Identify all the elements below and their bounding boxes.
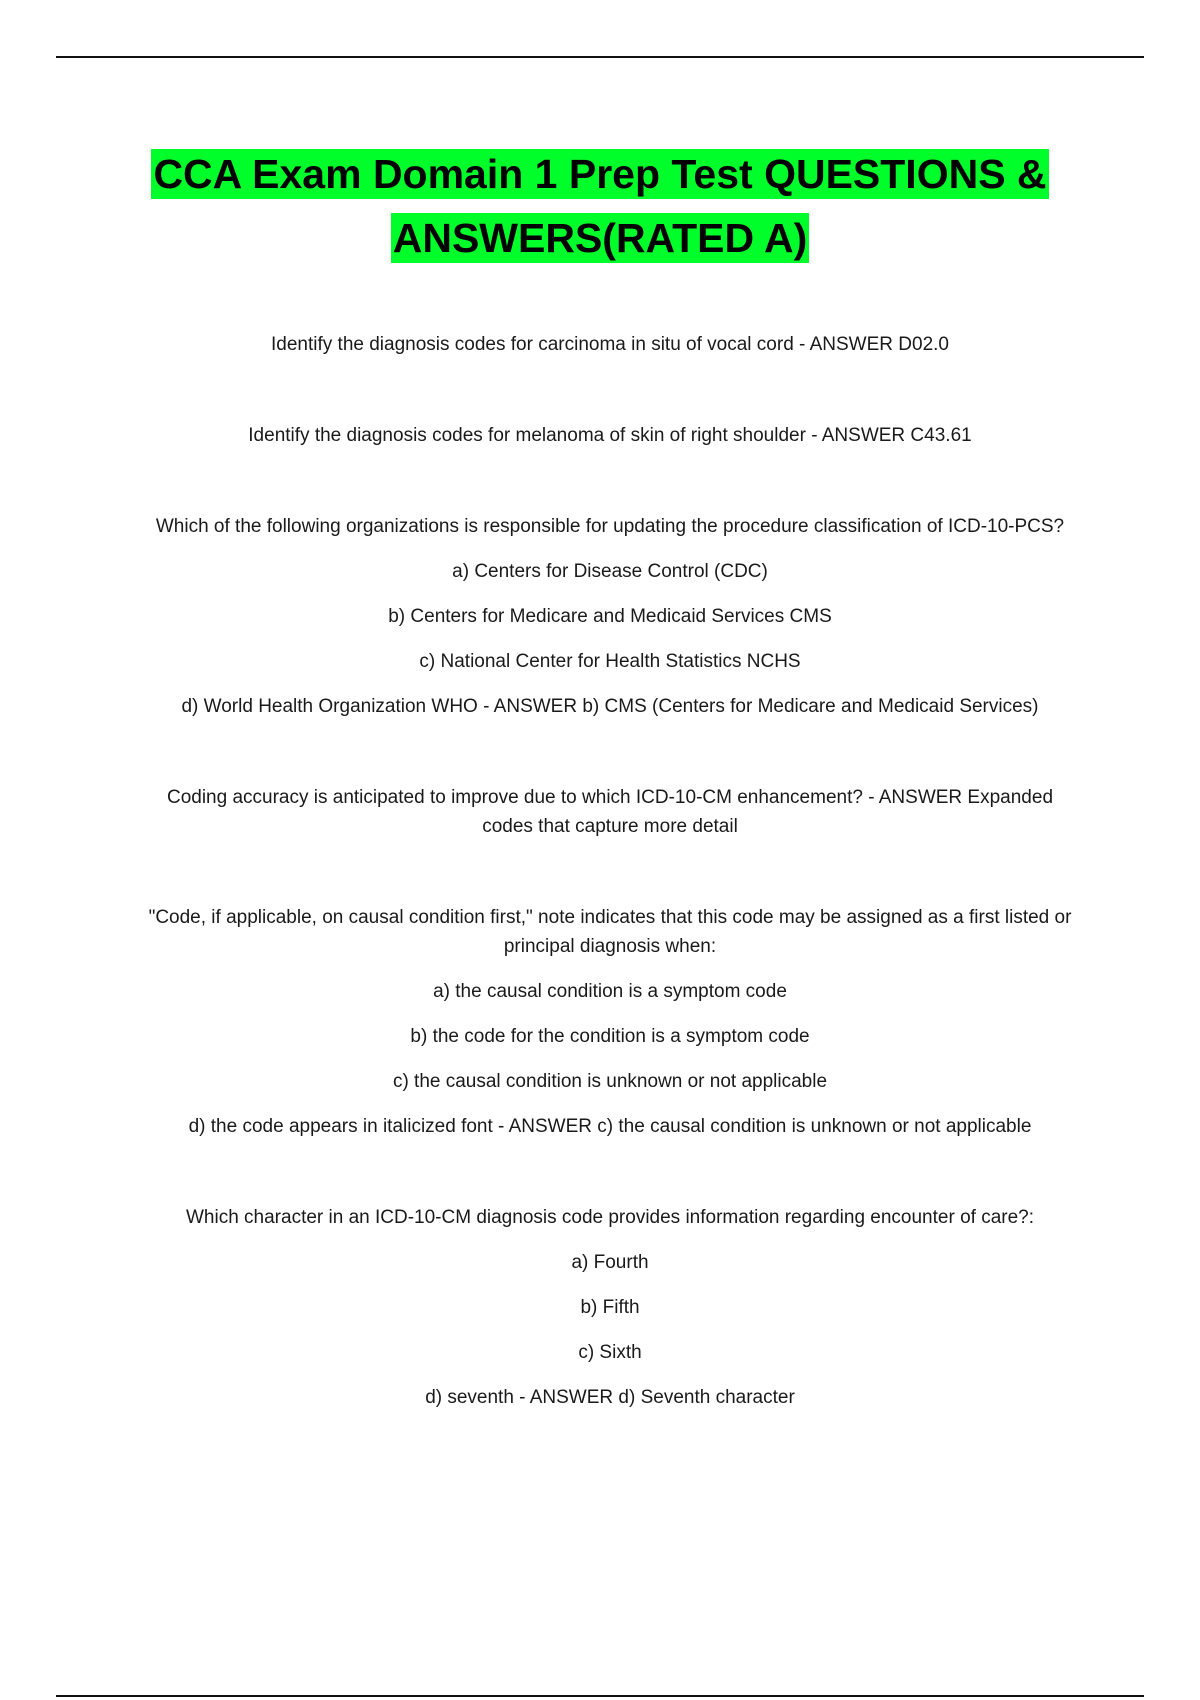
answer-option: a) Fourth — [571, 1252, 649, 1273]
question-text: Coding accuracy is anticipated to improve due to which ICD-10-CM enhancement? - ANSWER Expanded codes that capture more detail — [166, 787, 1054, 837]
answer-option: d) the code appears in italicized font - ANSWER c) the causal condition is unknown or not applicable — [188, 1116, 1032, 1137]
answer-option: d) seventh - ANSWER d) Seventh character — [425, 1387, 795, 1408]
answer-option: b) the code for the condition is a symptom code — [410, 1026, 810, 1047]
answer-option: d) World Health Organization WHO - ANSWER b) CMS (Centers for Medicare and Medicaid Services) — [181, 696, 1039, 717]
qa-item — [140, 330, 1080, 359]
bottom-divider — [56, 1695, 1144, 1697]
qa-item — [140, 1203, 1080, 1412]
question-text: "Code, if applicable, on causal condition first," note indicates that this code may be assigned as a first listed or principal diagnosis when: — [148, 907, 1072, 957]
qa-content — [140, 330, 1080, 1474]
page-title: CCA Exam Domain 1 Prep Test QUESTIONS & ANSWERS(RATED A) — [153, 151, 1047, 261]
question-text: Which of the following organizations is responsible for updating the procedure classification of ICD-10-PCS? — [155, 516, 1065, 537]
answer-option: c) the causal condition is unknown or not applicable — [392, 1071, 828, 1092]
qa-item — [140, 783, 1080, 841]
answer-option: c) Sixth — [578, 1342, 642, 1363]
qa-item — [140, 903, 1080, 1141]
question-text: Identify the diagnosis codes for melanoma of skin of right shoulder - ANSWER C43.61 — [248, 425, 972, 446]
question-text: Which character in an ICD-10-CM diagnosis code provides information regarding encounter of care?: — [185, 1207, 1035, 1228]
title-container — [100, 142, 1100, 270]
qa-item — [140, 512, 1080, 721]
answer-option: c) National Center for Health Statistics NCHS — [419, 651, 801, 672]
answer-option: a) Centers for Disease Control (CDC) — [452, 561, 768, 582]
qa-item — [140, 421, 1080, 450]
answer-option: b) Fifth — [580, 1297, 640, 1318]
answer-option: b) Centers for Medicare and Medicaid Services CMS — [388, 606, 832, 627]
question-text: Identify the diagnosis codes for carcinoma in situ of vocal cord - ANSWER D02.0 — [271, 334, 949, 355]
answer-option: a) the causal condition is a symptom code — [433, 981, 787, 1002]
top-divider — [56, 56, 1144, 58]
